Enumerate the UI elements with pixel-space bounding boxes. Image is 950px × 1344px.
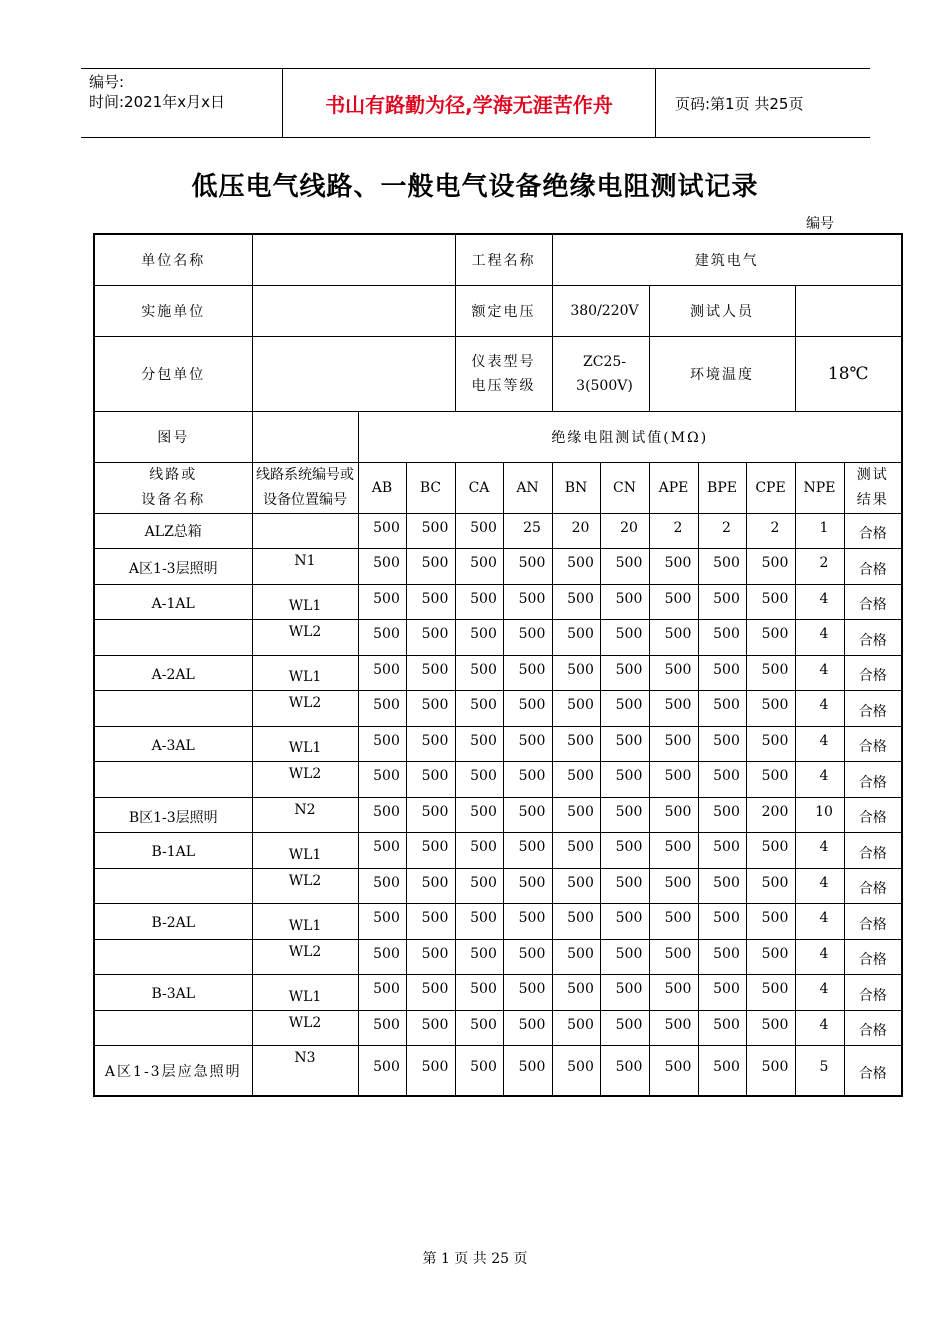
cell-cn: 500: [600, 584, 649, 620]
cell-ape: 500: [649, 833, 698, 869]
cell-bpe: 500: [698, 1010, 746, 1046]
cell-bn: 500: [552, 620, 600, 656]
unit-name-label: 单位名称: [94, 234, 252, 285]
cell-an: 500: [503, 691, 552, 727]
cell-cpe: 500: [746, 655, 795, 691]
table-row: [94, 1010, 902, 1046]
cell-cpe: 500: [746, 904, 795, 940]
cell-ab: 500: [358, 726, 406, 762]
cell-ab: 500: [358, 762, 406, 798]
cell-bc: 500: [406, 797, 455, 833]
cell-an: 500: [503, 868, 552, 904]
cell-ca: 500: [455, 797, 503, 833]
system-label-2: 设备位置编号: [263, 491, 347, 508]
row-result: 合格: [844, 1010, 902, 1046]
cell-an: 500: [503, 1046, 552, 1096]
cell-npe: 4: [795, 939, 844, 975]
rated-voltage-label: 额定电压: [455, 285, 552, 336]
row-name: A-3AL: [94, 726, 252, 762]
table-row: [94, 691, 902, 727]
table-row: [94, 833, 902, 869]
result-label: [844, 462, 902, 513]
cell-cn: 500: [600, 726, 649, 762]
row-result: 合格: [844, 513, 902, 549]
cell-an: 500: [503, 833, 552, 869]
row-system-id: WL1: [252, 655, 358, 691]
cell-bpe: 2: [698, 513, 746, 549]
cell-ca: 500: [455, 726, 503, 762]
project-name-label: 工程名称: [455, 234, 552, 285]
cell-npe: 4: [795, 655, 844, 691]
table-row: [94, 655, 902, 691]
row-name: A-2AL: [94, 655, 252, 691]
cell-bn: 500: [552, 797, 600, 833]
cell-npe: 5: [795, 1046, 844, 1096]
cell-bn: 500: [552, 655, 600, 691]
row-system-id: WL2: [252, 939, 358, 975]
cell-ab: 500: [358, 620, 406, 656]
cell-an: 500: [503, 620, 552, 656]
row-name: A区1-3层应急照明: [94, 1046, 252, 1096]
cell-ape: 500: [649, 549, 698, 585]
cell-cpe: 500: [746, 833, 795, 869]
row-result: 合格: [844, 975, 902, 1011]
cell-ab: 500: [358, 1010, 406, 1046]
row-result: 合格: [844, 584, 902, 620]
cell-bpe: 500: [698, 655, 746, 691]
cell-cn: 500: [600, 939, 649, 975]
cell-bpe: 500: [698, 620, 746, 656]
cell-ab: 500: [358, 797, 406, 833]
row-system-id: N1: [252, 549, 358, 585]
cell-bc: 500: [406, 975, 455, 1011]
cell-an: 500: [503, 939, 552, 975]
result-label-2: 结果: [856, 491, 889, 508]
table-row: [94, 797, 902, 833]
cell-ape: 500: [649, 726, 698, 762]
cell-bn: 500: [552, 584, 600, 620]
row-name: [94, 762, 252, 798]
cell-npe: 4: [795, 584, 844, 620]
cell-npe: 10: [795, 797, 844, 833]
doc-number-label: 编号: [806, 216, 834, 232]
cell-bpe: 500: [698, 797, 746, 833]
cell-bpe: 500: [698, 1046, 746, 1096]
cell-ab: 500: [358, 584, 406, 620]
cell-cpe: 500: [746, 726, 795, 762]
cell-npe: 4: [795, 691, 844, 727]
cell-ab: 500: [358, 833, 406, 869]
table-row: [94, 939, 902, 975]
table-row: [94, 868, 902, 904]
cell-cn: 500: [600, 833, 649, 869]
column-header-bc: BC: [406, 462, 455, 513]
cell-npe: 4: [795, 904, 844, 940]
row-name: ALZ总箱: [94, 513, 252, 549]
cell-an: 500: [503, 1010, 552, 1046]
table-row: [94, 513, 902, 549]
column-header-cpe: CPE: [746, 462, 795, 513]
row-system-id: WL1: [252, 975, 358, 1011]
cell-bn: 20: [552, 513, 600, 549]
row-name: A区1-3层照明: [94, 549, 252, 585]
row-result: 合格: [844, 939, 902, 975]
cell-cn: 500: [600, 1046, 649, 1096]
page-footer: 第 1 页 共 25 页: [422, 1251, 528, 1267]
line-label-2: 设备名称: [141, 491, 206, 508]
impl-unit-label: 实施单位: [94, 285, 252, 336]
cell-bpe: 500: [698, 975, 746, 1011]
sub-unit-label: 分包单位: [94, 336, 252, 411]
cell-bn: 500: [552, 904, 600, 940]
cell-npe: 4: [795, 726, 844, 762]
row-system-id: N2: [252, 797, 358, 833]
drawing-label: 图号: [94, 411, 252, 462]
column-header-ape: APE: [649, 462, 698, 513]
row-system-id: WL2: [252, 691, 358, 727]
cell-cn: 500: [600, 797, 649, 833]
cell-ca: 500: [455, 655, 503, 691]
cell-ab: 500: [358, 939, 406, 975]
cell-ab: 500: [358, 904, 406, 940]
line-label-1: 线路或: [149, 466, 198, 483]
cell-ab: 500: [358, 1046, 406, 1096]
cell-ab: 500: [358, 868, 406, 904]
column-header-bn: BN: [552, 462, 600, 513]
table-row: [94, 620, 902, 656]
tester-label: 测试人员: [649, 285, 795, 336]
cell-an: 500: [503, 797, 552, 833]
env-temp-value[interactable]: 18℃: [795, 336, 902, 411]
row-name: B-3AL: [94, 975, 252, 1011]
column-header-cn: CN: [600, 462, 649, 513]
cell-npe: 4: [795, 833, 844, 869]
row-name: [94, 868, 252, 904]
cell-bn: 500: [552, 726, 600, 762]
meter-value-1: ZC25-: [583, 353, 626, 370]
table-row: [94, 584, 902, 620]
header-row-1: [94, 411, 902, 462]
meter-label: [455, 336, 552, 411]
cell-cpe: 500: [746, 868, 795, 904]
row-system-id: WL1: [252, 833, 358, 869]
motto: 书山有路勤为径,学海无涯苦作舟: [283, 69, 656, 137]
cell-cpe: 500: [746, 1010, 795, 1046]
cell-ape: 500: [649, 868, 698, 904]
cell-an: 25: [503, 513, 552, 549]
cell-bn: 500: [552, 939, 600, 975]
cell-ape: 500: [649, 691, 698, 727]
cell-bc: 500: [406, 620, 455, 656]
meter-value-2: 3(500V): [576, 377, 633, 394]
cell-cn: 500: [600, 975, 649, 1011]
cell-bc: 500: [406, 726, 455, 762]
row-name: B-2AL: [94, 904, 252, 940]
cell-an: 500: [503, 655, 552, 691]
cell-bn: 500: [552, 1046, 600, 1096]
tester-value[interactable]: [795, 285, 902, 336]
page-label: 页码:第1页 共25页: [675, 94, 804, 113]
page-title: 低压电气线路、一般电气设备绝缘电阻测试记录: [191, 172, 759, 202]
cell-ab: 500: [358, 549, 406, 585]
row-result: 合格: [844, 868, 902, 904]
cell-ca: 500: [455, 1010, 503, 1046]
cell-an: 500: [503, 975, 552, 1011]
cell-cpe: 500: [746, 549, 795, 585]
table-row: [94, 726, 902, 762]
cell-ca: 500: [455, 513, 503, 549]
column-header-an: AN: [503, 462, 552, 513]
cell-an: 500: [503, 584, 552, 620]
time-label: 时间:2021年x月x日: [89, 93, 225, 111]
cell-ape: 500: [649, 1010, 698, 1046]
cell-an: 500: [503, 762, 552, 798]
cell-cpe: 500: [746, 620, 795, 656]
cell-ca: 500: [455, 620, 503, 656]
row-system-id: WL1: [252, 904, 358, 940]
row-name: B-1AL: [94, 833, 252, 869]
cell-ca: 500: [455, 904, 503, 940]
cell-bc: 500: [406, 513, 455, 549]
cell-bc: 500: [406, 655, 455, 691]
cell-cpe: 2: [746, 513, 795, 549]
cell-cn: 500: [600, 868, 649, 904]
cell-ape: 500: [649, 797, 698, 833]
row-system-id: WL2: [252, 1010, 358, 1046]
cell-ape: 500: [649, 620, 698, 656]
row-system-id: [252, 513, 358, 549]
cell-ca: 500: [455, 762, 503, 798]
cell-bpe: 500: [698, 833, 746, 869]
cell-npe: 4: [795, 975, 844, 1011]
cell-npe: 1: [795, 513, 844, 549]
cell-ca: 500: [455, 868, 503, 904]
cell-bpe: 500: [698, 868, 746, 904]
cell-cpe: 500: [746, 691, 795, 727]
insulation-test-table: [93, 233, 903, 1097]
cell-bn: 500: [552, 833, 600, 869]
info-row-1: [94, 234, 902, 285]
line-label: [94, 462, 252, 513]
cell-ab: 500: [358, 975, 406, 1011]
row-system-id: WL2: [252, 762, 358, 798]
cell-bn: 500: [552, 762, 600, 798]
header-row-2: [94, 462, 902, 513]
meter-label-2: 电压等级: [471, 377, 536, 394]
drawing-value[interactable]: [252, 411, 358, 462]
cell-npe: 2: [795, 549, 844, 585]
page-indicator: [665, 69, 870, 137]
insulation-label: 绝缘电阻测试值(MΩ): [358, 411, 902, 462]
unit-name-value[interactable]: [252, 234, 455, 285]
meter-value[interactable]: [552, 336, 649, 411]
cell-bc: 500: [406, 1010, 455, 1046]
meter-label-1: 仪表型号: [471, 353, 536, 370]
cell-bpe: 500: [698, 549, 746, 585]
row-result: 合格: [844, 1046, 902, 1096]
cell-ape: 500: [649, 939, 698, 975]
cell-ca: 500: [455, 549, 503, 585]
cell-an: 500: [503, 549, 552, 585]
row-result: 合格: [844, 797, 902, 833]
cell-bpe: 500: [698, 904, 746, 940]
cell-ape: 2: [649, 513, 698, 549]
cell-cn: 500: [600, 904, 649, 940]
row-result: 合格: [844, 691, 902, 727]
system-label: [252, 462, 358, 513]
header-meta: [81, 69, 283, 137]
cell-bc: 500: [406, 868, 455, 904]
cell-ape: 500: [649, 762, 698, 798]
row-result: 合格: [844, 833, 902, 869]
cell-ab: 500: [358, 513, 406, 549]
cell-ape: 500: [649, 975, 698, 1011]
cell-cn: 500: [600, 655, 649, 691]
number-label: 编号:: [89, 73, 125, 91]
info-row-2: [94, 285, 902, 336]
cell-npe: 4: [795, 868, 844, 904]
row-result: 合格: [844, 762, 902, 798]
cell-ape: 500: [649, 1046, 698, 1096]
cell-cpe: 500: [746, 975, 795, 1011]
row-result: 合格: [844, 655, 902, 691]
row-name: [94, 1010, 252, 1046]
env-temp-label: 环境温度: [649, 336, 795, 411]
cell-cpe: 500: [746, 762, 795, 798]
cell-ca: 500: [455, 975, 503, 1011]
sub-unit-value[interactable]: [252, 336, 455, 411]
row-result: 合格: [844, 620, 902, 656]
cell-cn: 500: [600, 620, 649, 656]
row-system-id: N3: [252, 1046, 358, 1096]
cell-bpe: 500: [698, 726, 746, 762]
system-label-1: 线路系统编号或: [256, 466, 354, 483]
cell-ca: 500: [455, 691, 503, 727]
cell-bpe: 500: [698, 939, 746, 975]
cell-bc: 500: [406, 549, 455, 585]
table-row: [94, 762, 902, 798]
cell-ca: 500: [455, 939, 503, 975]
info-row-3: [94, 336, 902, 411]
table-row: [94, 1046, 902, 1096]
cell-bn: 500: [552, 868, 600, 904]
cell-cn: 500: [600, 691, 649, 727]
row-name: B区1-3层照明: [94, 797, 252, 833]
cell-bn: 500: [552, 1010, 600, 1046]
cell-bc: 500: [406, 691, 455, 727]
row-system-id: WL2: [252, 620, 358, 656]
row-system-id: WL1: [252, 584, 358, 620]
cell-npe: 4: [795, 762, 844, 798]
cell-ape: 500: [649, 584, 698, 620]
cell-npe: 4: [795, 1010, 844, 1046]
table-row: [94, 904, 902, 940]
cell-ca: 500: [455, 584, 503, 620]
cell-bn: 500: [552, 691, 600, 727]
cell-an: 500: [503, 904, 552, 940]
rated-voltage-value[interactable]: 380/220V: [552, 285, 649, 336]
cell-bpe: 500: [698, 691, 746, 727]
cell-bc: 500: [406, 939, 455, 975]
cell-cpe: 500: [746, 939, 795, 975]
row-result: 合格: [844, 904, 902, 940]
cell-ab: 500: [358, 691, 406, 727]
table-row: [94, 975, 902, 1011]
row-result: 合格: [844, 549, 902, 585]
cell-bpe: 500: [698, 762, 746, 798]
cell-cpe: 500: [746, 584, 795, 620]
impl-unit-value[interactable]: [252, 285, 455, 336]
cell-cn: 500: [600, 549, 649, 585]
cell-cn: 20: [600, 513, 649, 549]
cell-ape: 500: [649, 904, 698, 940]
row-name: [94, 691, 252, 727]
row-result: 合格: [844, 726, 902, 762]
cell-bn: 500: [552, 549, 600, 585]
column-header-npe: NPE: [795, 462, 844, 513]
project-name-value[interactable]: 建筑电气: [552, 234, 902, 285]
cell-bn: 500: [552, 975, 600, 1011]
column-header-ab: AB: [358, 462, 406, 513]
cell-bpe: 500: [698, 584, 746, 620]
page-header: [81, 68, 870, 138]
cell-ca: 500: [455, 833, 503, 869]
cell-cpe: 500: [746, 1046, 795, 1096]
table-row: [94, 549, 902, 585]
cell-an: 500: [503, 726, 552, 762]
cell-cn: 500: [600, 762, 649, 798]
row-name: A-1AL: [94, 584, 252, 620]
result-label-1: 测试: [856, 466, 889, 483]
cell-ca: 500: [455, 1046, 503, 1096]
cell-cn: 500: [600, 1010, 649, 1046]
column-header-bpe: BPE: [698, 462, 746, 513]
cell-cpe: 200: [746, 797, 795, 833]
cell-ab: 500: [358, 655, 406, 691]
row-name: [94, 620, 252, 656]
cell-bc: 500: [406, 762, 455, 798]
cell-ape: 500: [649, 655, 698, 691]
cell-bc: 500: [406, 904, 455, 940]
cell-bc: 500: [406, 833, 455, 869]
cell-npe: 4: [795, 620, 844, 656]
cell-bc: 500: [406, 1046, 455, 1096]
row-name: [94, 939, 252, 975]
cell-bc: 500: [406, 584, 455, 620]
row-system-id: WL1: [252, 726, 358, 762]
column-header-ca: CA: [455, 462, 503, 513]
row-system-id: WL2: [252, 868, 358, 904]
